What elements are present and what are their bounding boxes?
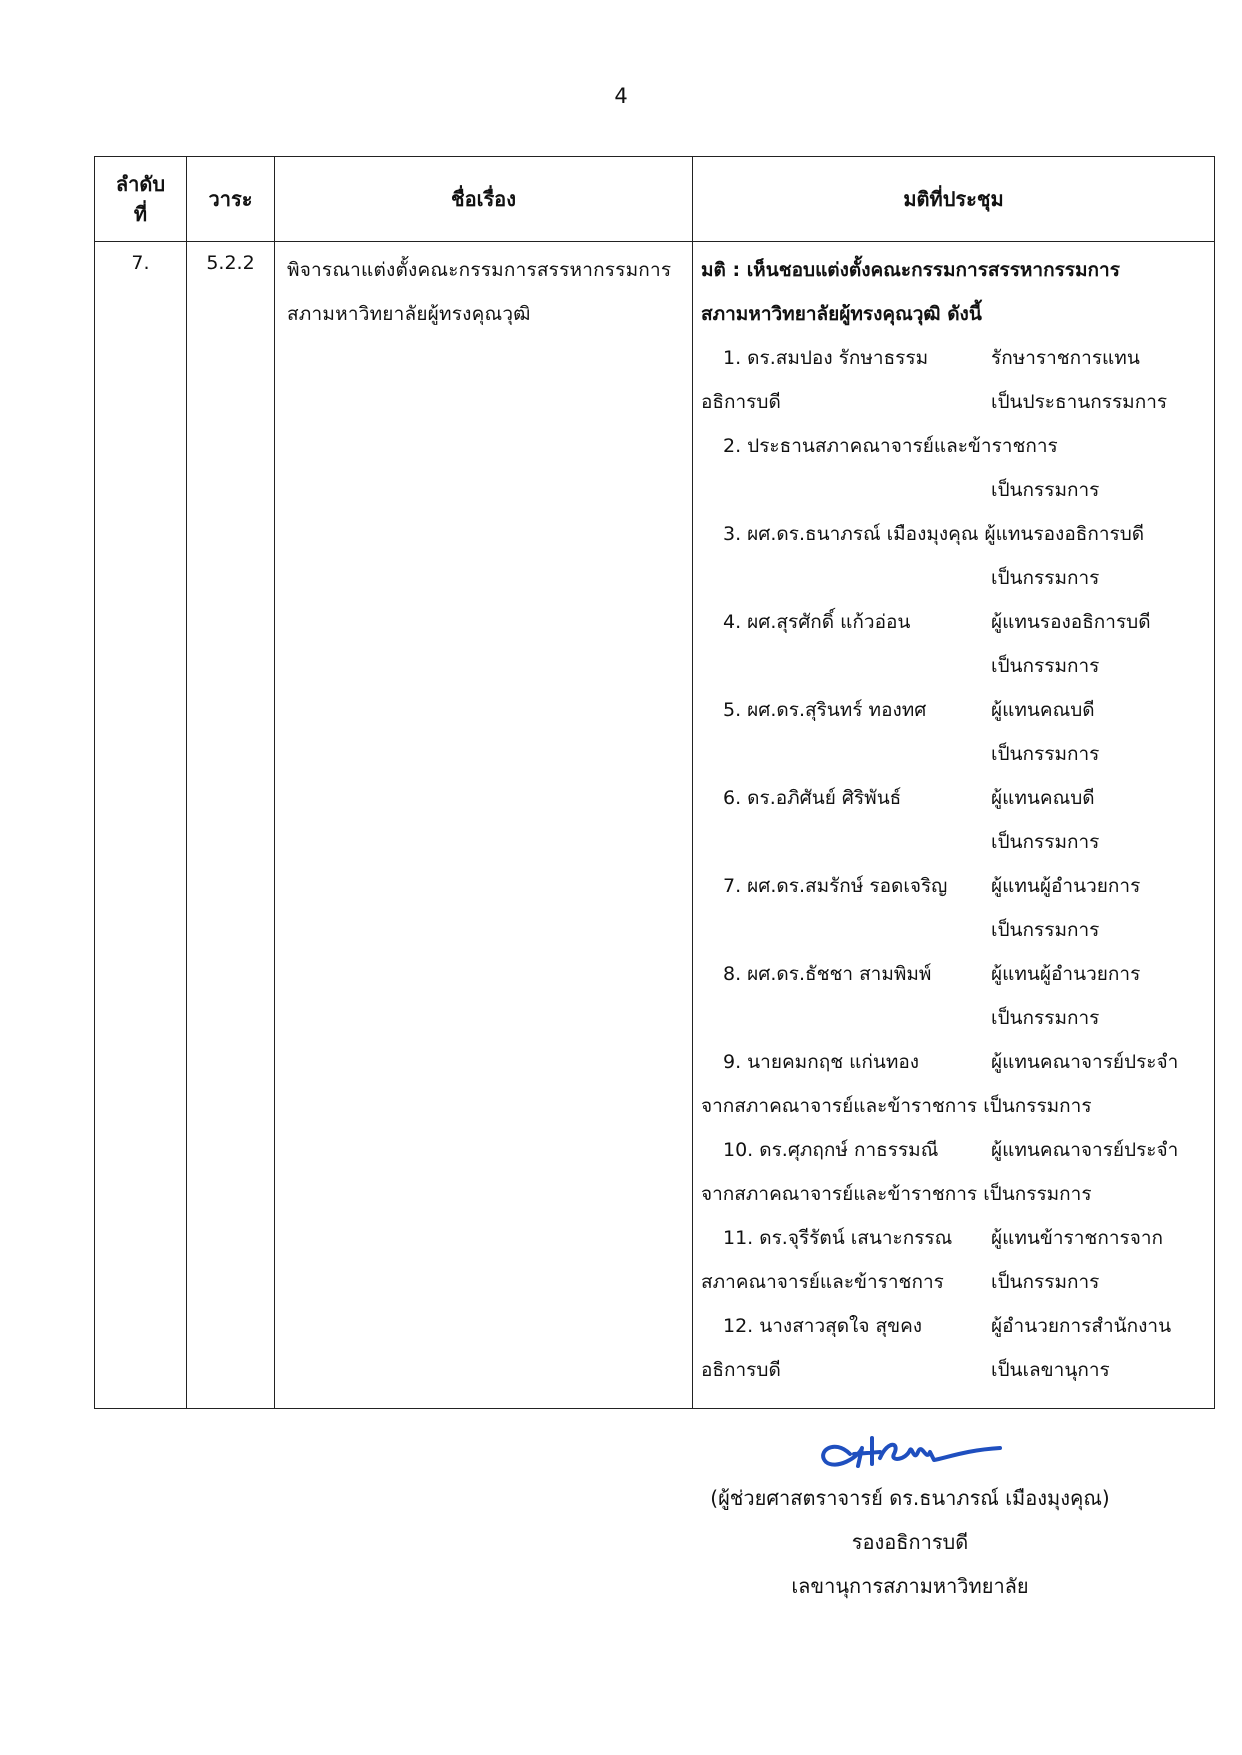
member-role: เป็นกรรมการ <box>983 1095 1092 1117</box>
member-role-line <box>701 380 1206 424</box>
header-subject: ชื่อเรื่อง <box>275 157 693 242</box>
member-position: ผู้อำนวยการสำนักงาน <box>991 1315 1172 1337</box>
committee-member <box>701 1040 1206 1084</box>
member-position: ผู้แทนผู้อำนวยการ <box>991 963 1141 985</box>
committee-member <box>701 688 1206 732</box>
committee-member <box>701 864 1206 908</box>
header-order-no: ลำดับ ที่ <box>95 157 187 242</box>
committee-member <box>701 336 1206 380</box>
member-name: 9. นายคมกฤช แก่นทอง <box>723 1051 920 1073</box>
member-role: เป็นกรรมการ <box>991 567 1100 589</box>
resolution-content <box>693 242 1214 1392</box>
committee-member <box>701 952 1206 996</box>
row-subject: พิจารณาแต่งตั้งคณะกรรมการสรรหากรรมการสภามหาวิทยาลัยผู้ทรงคุณวุฒิ <box>287 259 672 325</box>
member-name: 2. ประธานสภาคณาจารย์และข้าราชการ <box>723 435 1058 457</box>
member-name: 7. ผศ.ดร.สมรักษ์ รอดเจริญ <box>723 875 948 897</box>
member-role: เป็นกรรมการ <box>991 479 1100 501</box>
row-agenda-cell <box>187 242 275 1409</box>
member-role: เป็นประธานกรรมการ <box>991 391 1168 413</box>
member-position: ผู้แทนข้าราชการจาก <box>991 1227 1164 1249</box>
member-position-cont: จากสภาคณาจารย์และข้าราชการ <box>701 1095 978 1117</box>
member-role: เป็นเลขานุการ <box>991 1359 1110 1381</box>
signature-block <box>680 1428 1140 1608</box>
member-role: เป็นกรรมการ <box>991 743 1100 765</box>
member-role-line <box>701 820 1206 864</box>
member-name: 12. นางสาวสุดใจ สุขคง <box>723 1315 923 1337</box>
member-name: 11. ดร.จุรีรัตน์ เสนาะกรรณ <box>723 1227 953 1249</box>
committee-member <box>701 512 1206 556</box>
member-position: ผู้แทนผู้อำนวยการ <box>991 875 1141 897</box>
member-position-cont: จากสภาคณาจารย์และข้าราชการ <box>701 1183 978 1205</box>
member-name: 5. ผศ.ดร.สุรินทร์ ทองทศ <box>723 699 927 721</box>
member-role: เป็นกรรมการ <box>991 1271 1100 1293</box>
member-name: 3. ผศ.ดร.ธนาภรณ์ เมืองมุงคุณ <box>723 523 979 545</box>
row-subject-cell <box>275 242 693 1409</box>
member-role: เป็นกรรมการ <box>991 831 1100 853</box>
member-position-cont: อธิการบดี <box>701 391 781 413</box>
member-role-line <box>701 1260 1206 1304</box>
committee-member <box>701 1304 1206 1348</box>
table-header-row <box>95 157 1215 242</box>
member-position-cont: สภาคณาจารย์และข้าราชการ <box>701 1271 944 1293</box>
member-name: 6. ดร.อภิศันย์ ศิริพันธ์ <box>723 787 902 809</box>
member-position: ผู้แทนรองอธิการบดี <box>984 523 1145 545</box>
member-position: ผู้แทนคณาจารย์ประจำ <box>991 1051 1179 1073</box>
member-position: ผู้แทนรองอธิการบดี <box>991 611 1151 633</box>
resolution-heading: มติ : เห็นชอบแต่งตั้งคณะกรรมการสรรหากรรมการ <box>701 259 1120 281</box>
committee-member <box>701 1128 1206 1172</box>
committee-member <box>701 424 1206 468</box>
member-name: 4. ผศ.สุรศักดิ์ แก้วอ่อน <box>723 611 911 633</box>
member-position: รักษาราชการแทน <box>991 347 1140 369</box>
member-role-line <box>701 908 1206 952</box>
committee-member <box>701 600 1206 644</box>
handwritten-signature <box>810 1428 1010 1472</box>
row-order-no-cell <box>95 242 187 1409</box>
member-role: เป็นกรรมการ <box>983 1183 1092 1205</box>
member-role-line <box>701 996 1206 1040</box>
member-name: 10. ดร.ศุภฤกษ์ กาธรรมณี <box>723 1139 939 1161</box>
member-role: เป็นกรรมการ <box>991 655 1100 677</box>
header-agenda: วาระ <box>187 157 275 242</box>
page-number: 4 <box>614 84 628 108</box>
signatory-title-secondary: เลขานุการสภามหาวิทยาลัย <box>791 1574 1029 1598</box>
member-role-line <box>701 644 1206 688</box>
member-position: ผู้แทนคณบดี <box>991 699 1095 721</box>
committee-member <box>701 776 1206 820</box>
member-role-line <box>701 1172 1206 1216</box>
meeting-minutes-table <box>94 156 1215 1409</box>
row-resolution-cell <box>693 242 1215 1409</box>
member-name: 1. ดร.สมปอง รักษาธรรม <box>723 347 929 369</box>
signatory-name: (ผู้ช่วยศาสตราจารย์ ดร.ธนาภรณ์ เมืองมุงคุณ) <box>710 1486 1110 1510</box>
member-role: เป็นกรรมการ <box>991 1007 1100 1029</box>
signatory-title: รองอธิการบดี <box>851 1530 969 1554</box>
header-resolution: มติที่ประชุม <box>693 157 1215 242</box>
member-name: 8. ผศ.ดร.ธัชชา สามพิมพ์ <box>723 963 932 985</box>
member-position: ผู้แทนคณบดี <box>991 787 1095 809</box>
row-order-no: 7. <box>131 252 150 274</box>
member-role-line <box>701 732 1206 776</box>
member-role-line <box>701 1348 1206 1392</box>
resolution-heading-cont: สภามหาวิทยาลัยผู้ทรงคุณวุฒิ ดังนี้ <box>701 303 982 325</box>
member-role-line <box>701 556 1206 600</box>
member-role-line <box>701 468 1206 512</box>
table-row <box>95 242 1215 1409</box>
committee-member <box>701 1216 1206 1260</box>
member-role-line <box>701 1084 1206 1128</box>
member-role: เป็นกรรมการ <box>991 919 1100 941</box>
row-agenda: 5.2.2 <box>206 252 255 274</box>
member-position: ผู้แทนคณาจารย์ประจำ <box>991 1139 1179 1161</box>
member-position-cont: อธิการบดี <box>701 1359 781 1381</box>
